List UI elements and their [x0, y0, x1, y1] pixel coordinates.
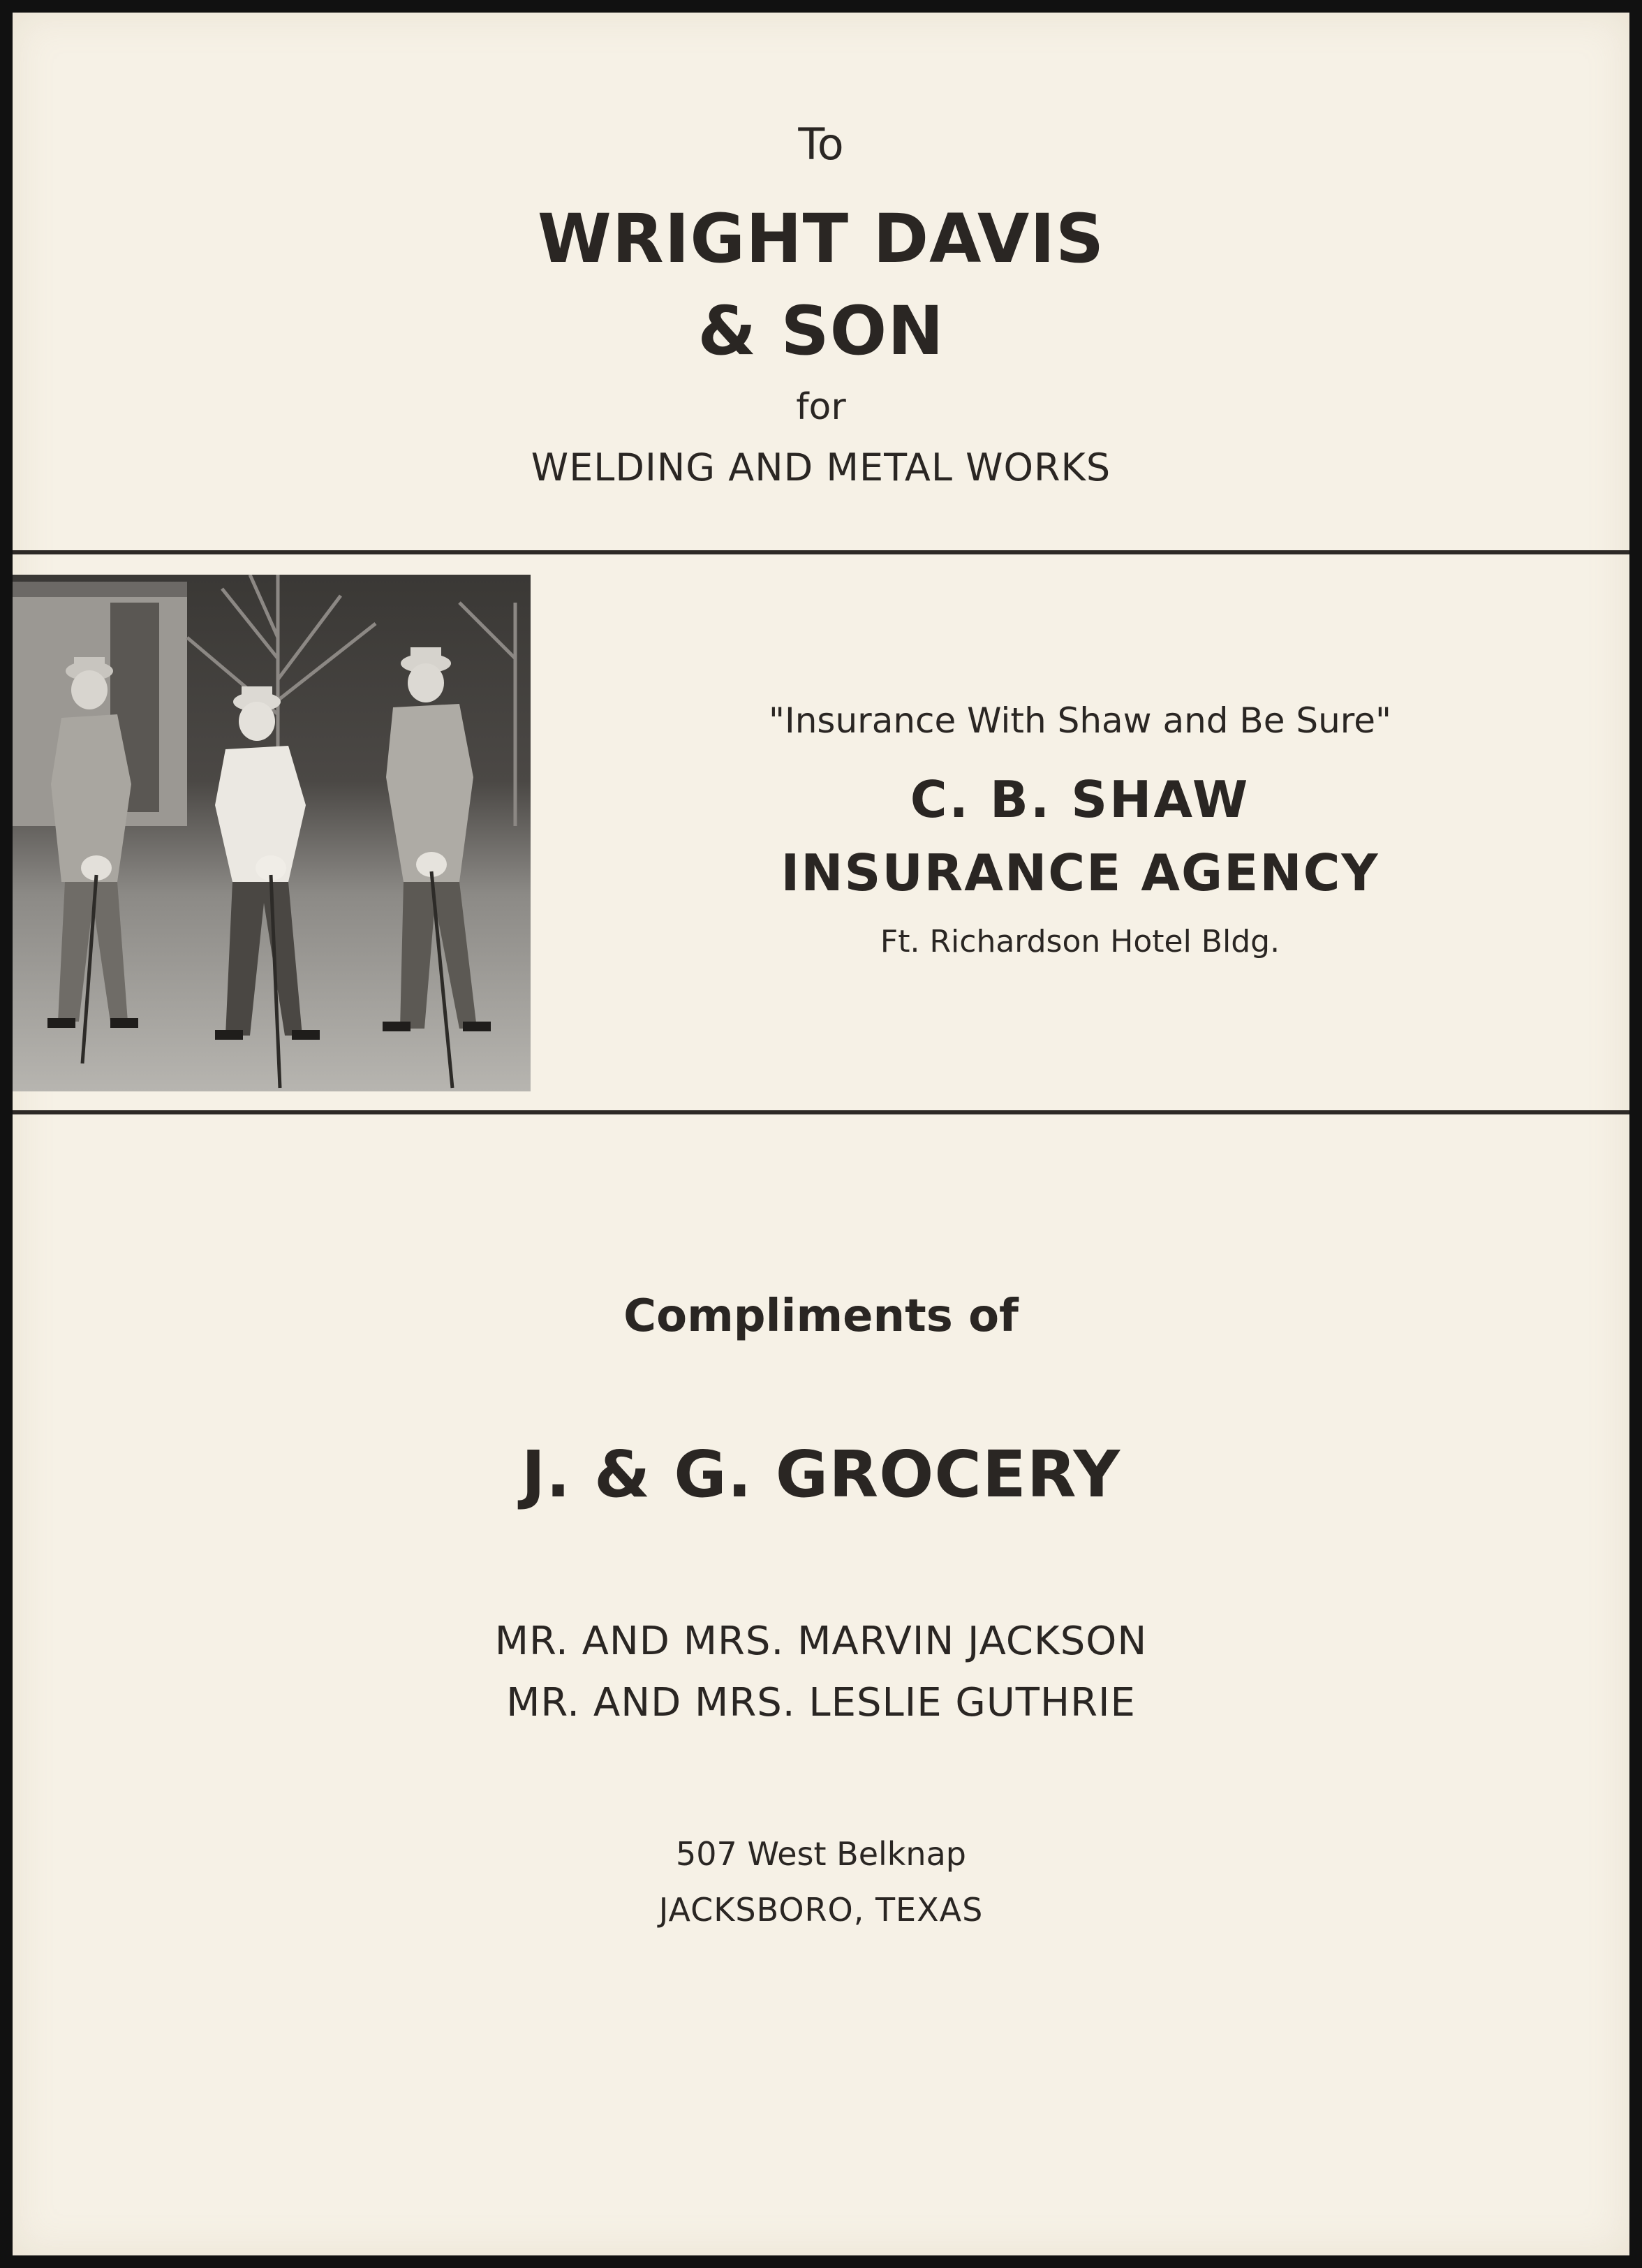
shaw-slogan: "Insurance With Shaw and Be Sure" [768, 700, 1392, 741]
shaw-agency: INSURANCE AGENCY [781, 844, 1380, 902]
wright-davis-for: for [796, 386, 846, 428]
divider-rule-bottom [13, 1110, 1629, 1114]
golfer-middle [215, 686, 320, 1088]
grocery-compliments: Compliments of [623, 1290, 1019, 1342]
wright-davis-name: WRIGHT DAVIS [537, 200, 1105, 278]
grocery-name: J. & G. GROCERY [521, 1437, 1121, 1512]
yearbook-ad-page [13, 13, 1629, 2255]
grocery-owner-1: MR. AND MRS. MARVIN JACKSON [494, 1619, 1148, 1664]
wright-davis-description: WELDING AND METAL WORKS [531, 446, 1111, 489]
divider-rule-top [13, 550, 1629, 554]
wright-davis-to: To [798, 119, 844, 170]
golfers-photo [13, 575, 531, 1091]
golfers-illustration [13, 575, 531, 1091]
shaw-name: C. B. SHAW [910, 770, 1250, 829]
grocery-owner-2: MR. AND MRS. LESLIE GUTHRIE [506, 1680, 1136, 1725]
wright-davis-son: & SON [697, 292, 945, 370]
shed-roof [13, 582, 187, 597]
golfer-right [383, 647, 491, 1088]
shaw-address: Ft. Richardson Hotel Bldg. [880, 924, 1280, 959]
grocery-city: JACKSBORO, TEXAS [658, 1891, 984, 1929]
grocery-street-address: 507 West Belknap [676, 1835, 966, 1873]
